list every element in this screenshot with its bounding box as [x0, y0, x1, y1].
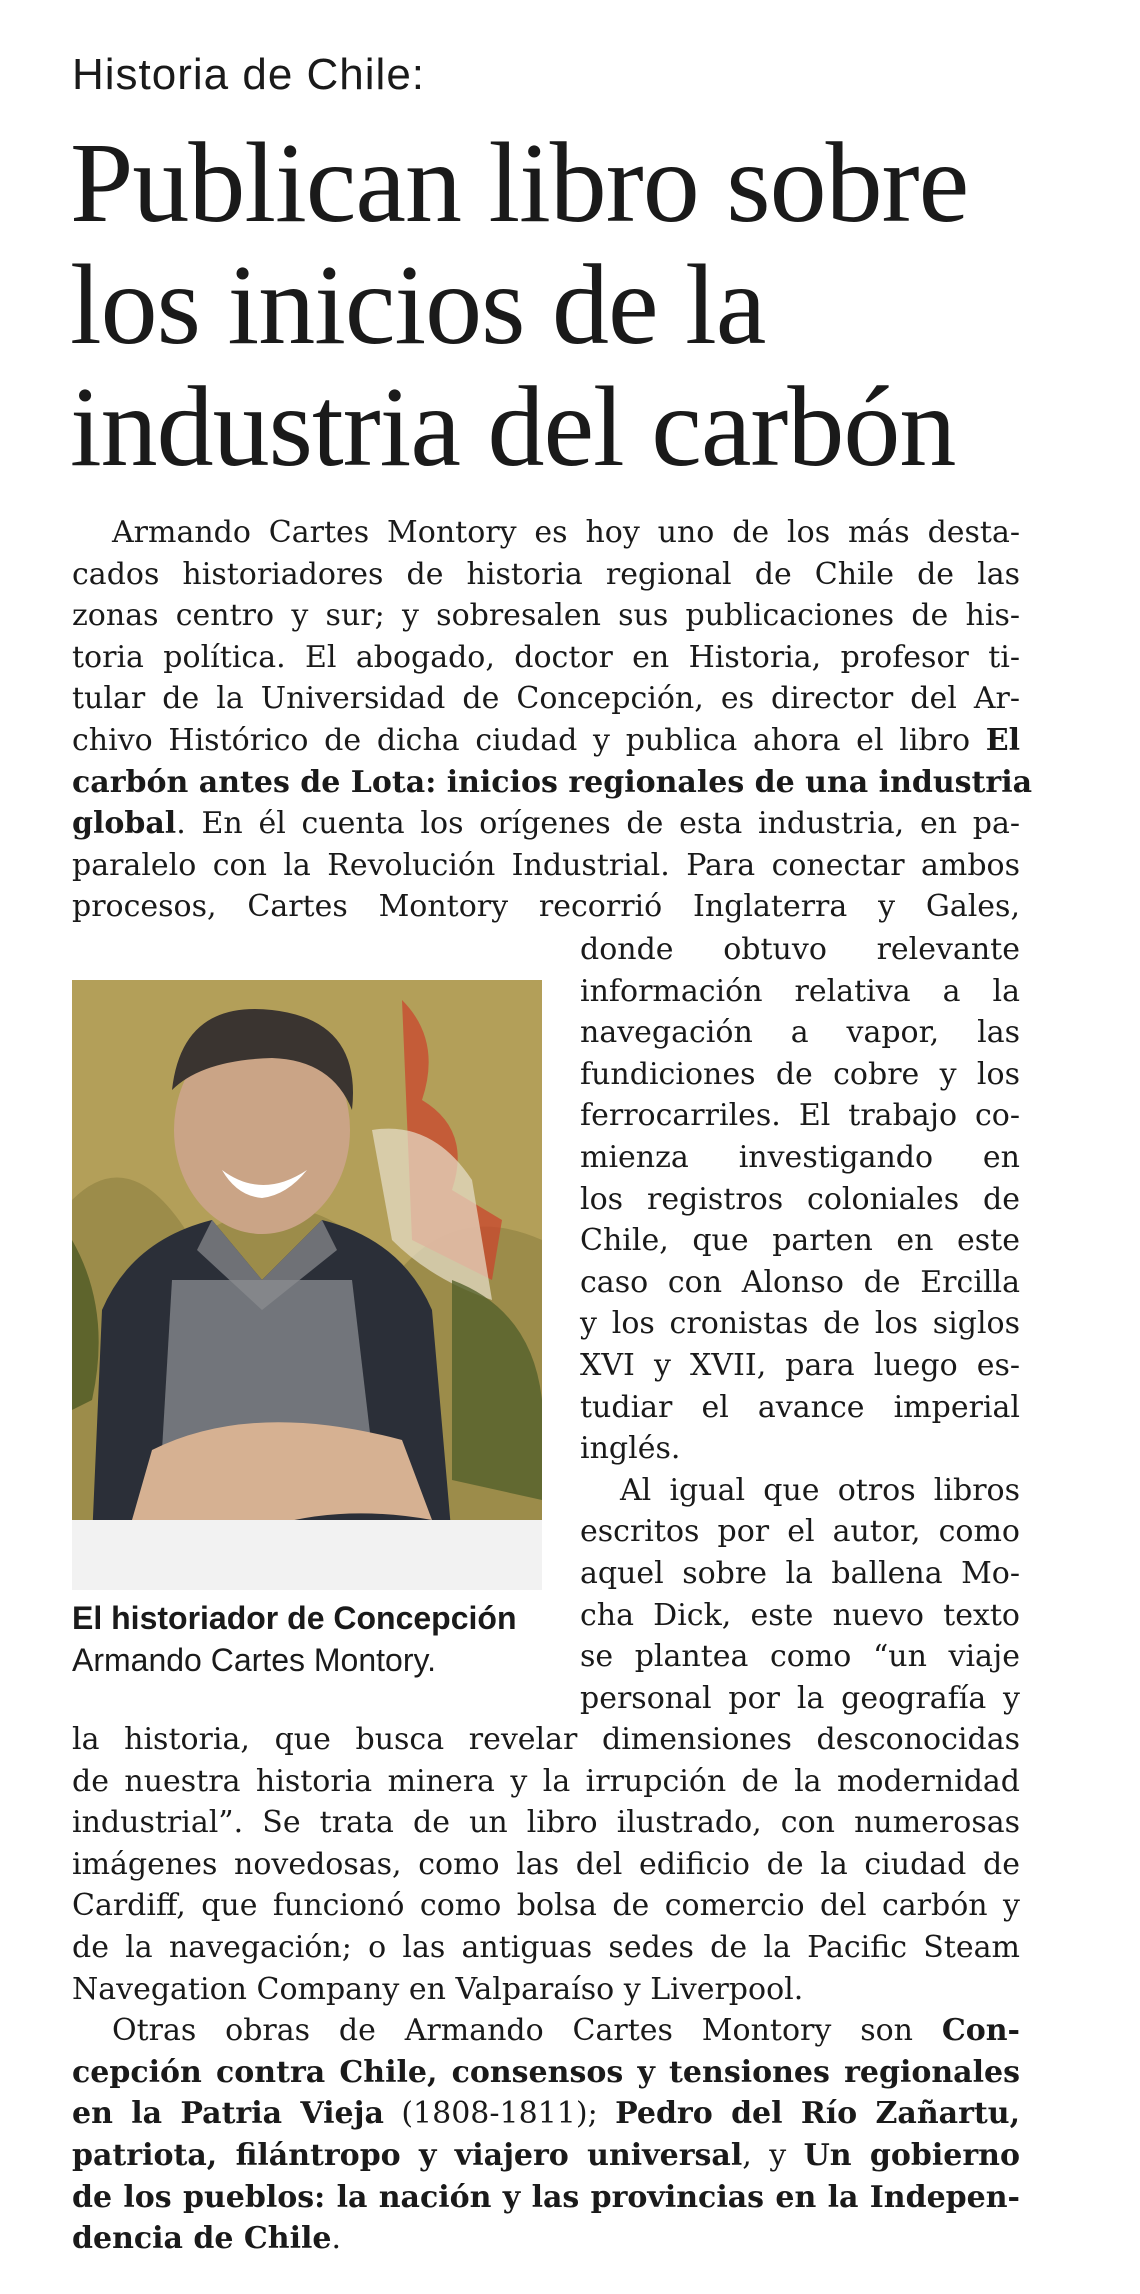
- headline-line: Publican libro sobre: [70, 119, 969, 246]
- book-title: dencia de Chile: [72, 2221, 332, 2257]
- book-title: Con-: [941, 2013, 1020, 2049]
- body-line: Al igual que otros libros: [620, 1472, 1020, 1508]
- book-title: global: [72, 806, 177, 842]
- article-wrap-column: [580, 929, 1020, 1719]
- body-line: personal por la geografía y: [580, 1680, 1020, 1716]
- body-line: los registros coloniales de: [580, 1181, 1020, 1217]
- book-title: de los pueblos: la nación y las provincias en la Indepen-: [72, 2179, 1020, 2215]
- body-line: [72, 2052, 1020, 2094]
- body-text: , y: [742, 2137, 804, 2173]
- body-text: (1808-1811);: [383, 2096, 616, 2132]
- article-tail: [72, 1719, 1020, 2260]
- body-line: se plantea como “un viaje: [580, 1639, 1020, 1675]
- body-line: cha Dick, este nuevo texto: [580, 1597, 1020, 1633]
- author-portrait-image: [72, 980, 542, 1590]
- body-line: cados historiadores de historia regional de Chile de las: [72, 556, 1020, 592]
- body-line: [72, 762, 1033, 804]
- body-line: de nuestra historia minera y la irrupción de la modernidad: [72, 1763, 1020, 1799]
- book-title: Pedro del Río Zañartu,: [615, 2096, 1021, 2132]
- body-line: caso con Alonso de Ercilla: [580, 1264, 1020, 1300]
- body-line: XVI y XVII, para luego es-: [580, 1347, 1020, 1383]
- book-title: El: [985, 722, 1020, 758]
- body-line: donde obtuvo relevante: [580, 932, 1020, 967]
- body-line: [72, 2093, 1020, 2135]
- author-photo: [72, 980, 542, 1590]
- body-line: y los cronistas de los siglos: [580, 1306, 1020, 1342]
- body-line: [72, 803, 1020, 845]
- body-line: [72, 2177, 1020, 2219]
- body-line: ferrocarriles. El trabajo co-: [580, 1098, 1020, 1134]
- headline-line: industria del carbón: [70, 363, 956, 490]
- book-title: patriota, filántropo y viajero universal: [72, 2137, 743, 2173]
- body-line: navegación a vapor, las: [580, 1015, 1020, 1051]
- body-line: mienza investigando en: [580, 1139, 1020, 1175]
- book-title: Un gobierno: [803, 2137, 1020, 2173]
- body-line: [72, 2218, 1020, 2260]
- body-line: industrial”. Se trata de un libro ilustrado, con numerosas: [72, 1805, 1020, 1841]
- body-line: información relativa a la: [580, 973, 1020, 1009]
- body-line: escritos por el autor, como: [580, 1514, 1020, 1550]
- photo-caption: [72, 1597, 562, 1681]
- article-intro: [72, 512, 1033, 928]
- body-line: Cardiff, que funcionó como bolsa de comercio del carbón y: [72, 1888, 1020, 1924]
- body-line: de la navegación; o las antiguas sedes de la Pacific Steam: [72, 1929, 1020, 1965]
- body-line: Navegation Company en Valparaíso y Liverpool.: [72, 1971, 804, 2007]
- body-line: inglés.: [580, 1431, 681, 1467]
- body-line: tudiar el avance imperial: [580, 1389, 1020, 1425]
- headline-line: los inicios de la: [70, 241, 766, 368]
- body-line: [72, 2135, 1020, 2177]
- body-text: Otras obras de Armando Cartes Montory son: [112, 2013, 942, 2049]
- body-line: Armando Cartes Montory es hoy uno de los más desta-: [112, 515, 1020, 550]
- book-title: en la Patria Vieja: [72, 2096, 384, 2132]
- book-title: cepción contra Chile, consensos y tensiones regionales: [72, 2054, 1020, 2090]
- body-line: [72, 720, 1020, 762]
- section-label: Historia de Chile:: [72, 50, 426, 99]
- body-text: . En él cuenta los orígenes de esta industria, en pa-: [176, 806, 1020, 842]
- caption-title: El historiador de Concepción: [72, 1600, 517, 1636]
- body-line: Chile, que parten en este: [580, 1223, 1020, 1259]
- body-line: paralelo con la Revolución Industrial. Para conectar ambos: [72, 847, 1020, 883]
- body-text: .: [331, 2221, 342, 2257]
- body-line: imágenes novedosas, como las del edificio de la ciudad de: [72, 1846, 1020, 1882]
- body-line: la historia, que busca revelar dimensiones desconocidas: [72, 1722, 1020, 1757]
- body-line: zonas centro y sur; y sobresalen sus publicaciones de his-: [72, 598, 1020, 634]
- caption-text: Armando Cartes Montory.: [72, 1642, 436, 1678]
- body-line: fundiciones de cobre y los: [580, 1056, 1020, 1092]
- body-text: chivo Histórico de dicha ciudad y publica ahora el libro: [72, 722, 971, 758]
- body-line: tular de la Universidad de Concepción, es director del Ar-: [72, 681, 1020, 717]
- body-line: aquel sobre la ballena Mo-: [580, 1555, 1020, 1591]
- body-line: procesos, Cartes Montory recorrió Inglaterra y Gales,: [72, 889, 1020, 925]
- body-line: [72, 2010, 1020, 2052]
- headline: [70, 119, 1110, 490]
- book-title: carbón antes de Lota: inicios regionales de una industria: [72, 764, 1033, 800]
- body-line: toria política. El abogado, doctor en Historia, profesor ti-: [72, 639, 1020, 675]
